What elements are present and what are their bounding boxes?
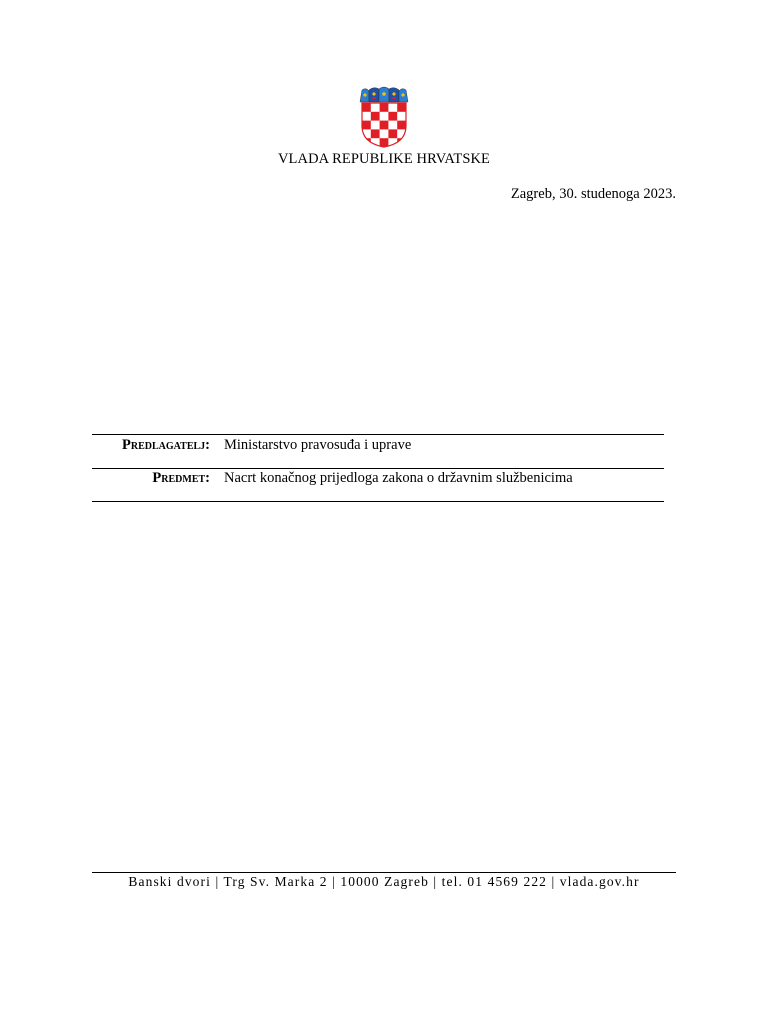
divider-bottom bbox=[92, 501, 664, 502]
government-title: VLADA REPUBLIKE HRVATSKE bbox=[277, 151, 491, 167]
subject-label: Predmet: bbox=[152, 470, 210, 486]
footer-address: Banski dvori | Trg Sv. Marka 2 | 10000 Zagreb | tel. 01 4569 222 | vlada.gov.hr bbox=[128, 874, 640, 889]
proposer-value: Ministarstvo pravosuđa i uprave bbox=[224, 437, 412, 453]
croatian-coat-of-arms-icon bbox=[358, 86, 410, 148]
subject-value: Nacrt konačnog prijedloga zakona o državnim službenicima bbox=[224, 470, 573, 486]
footer-divider bbox=[92, 872, 676, 873]
document-date: Zagreb, 30. studenoga 2023. bbox=[510, 186, 676, 202]
divider-middle bbox=[92, 468, 664, 469]
divider-top bbox=[92, 434, 664, 435]
proposer-label: Predlagatelj: bbox=[122, 437, 210, 453]
